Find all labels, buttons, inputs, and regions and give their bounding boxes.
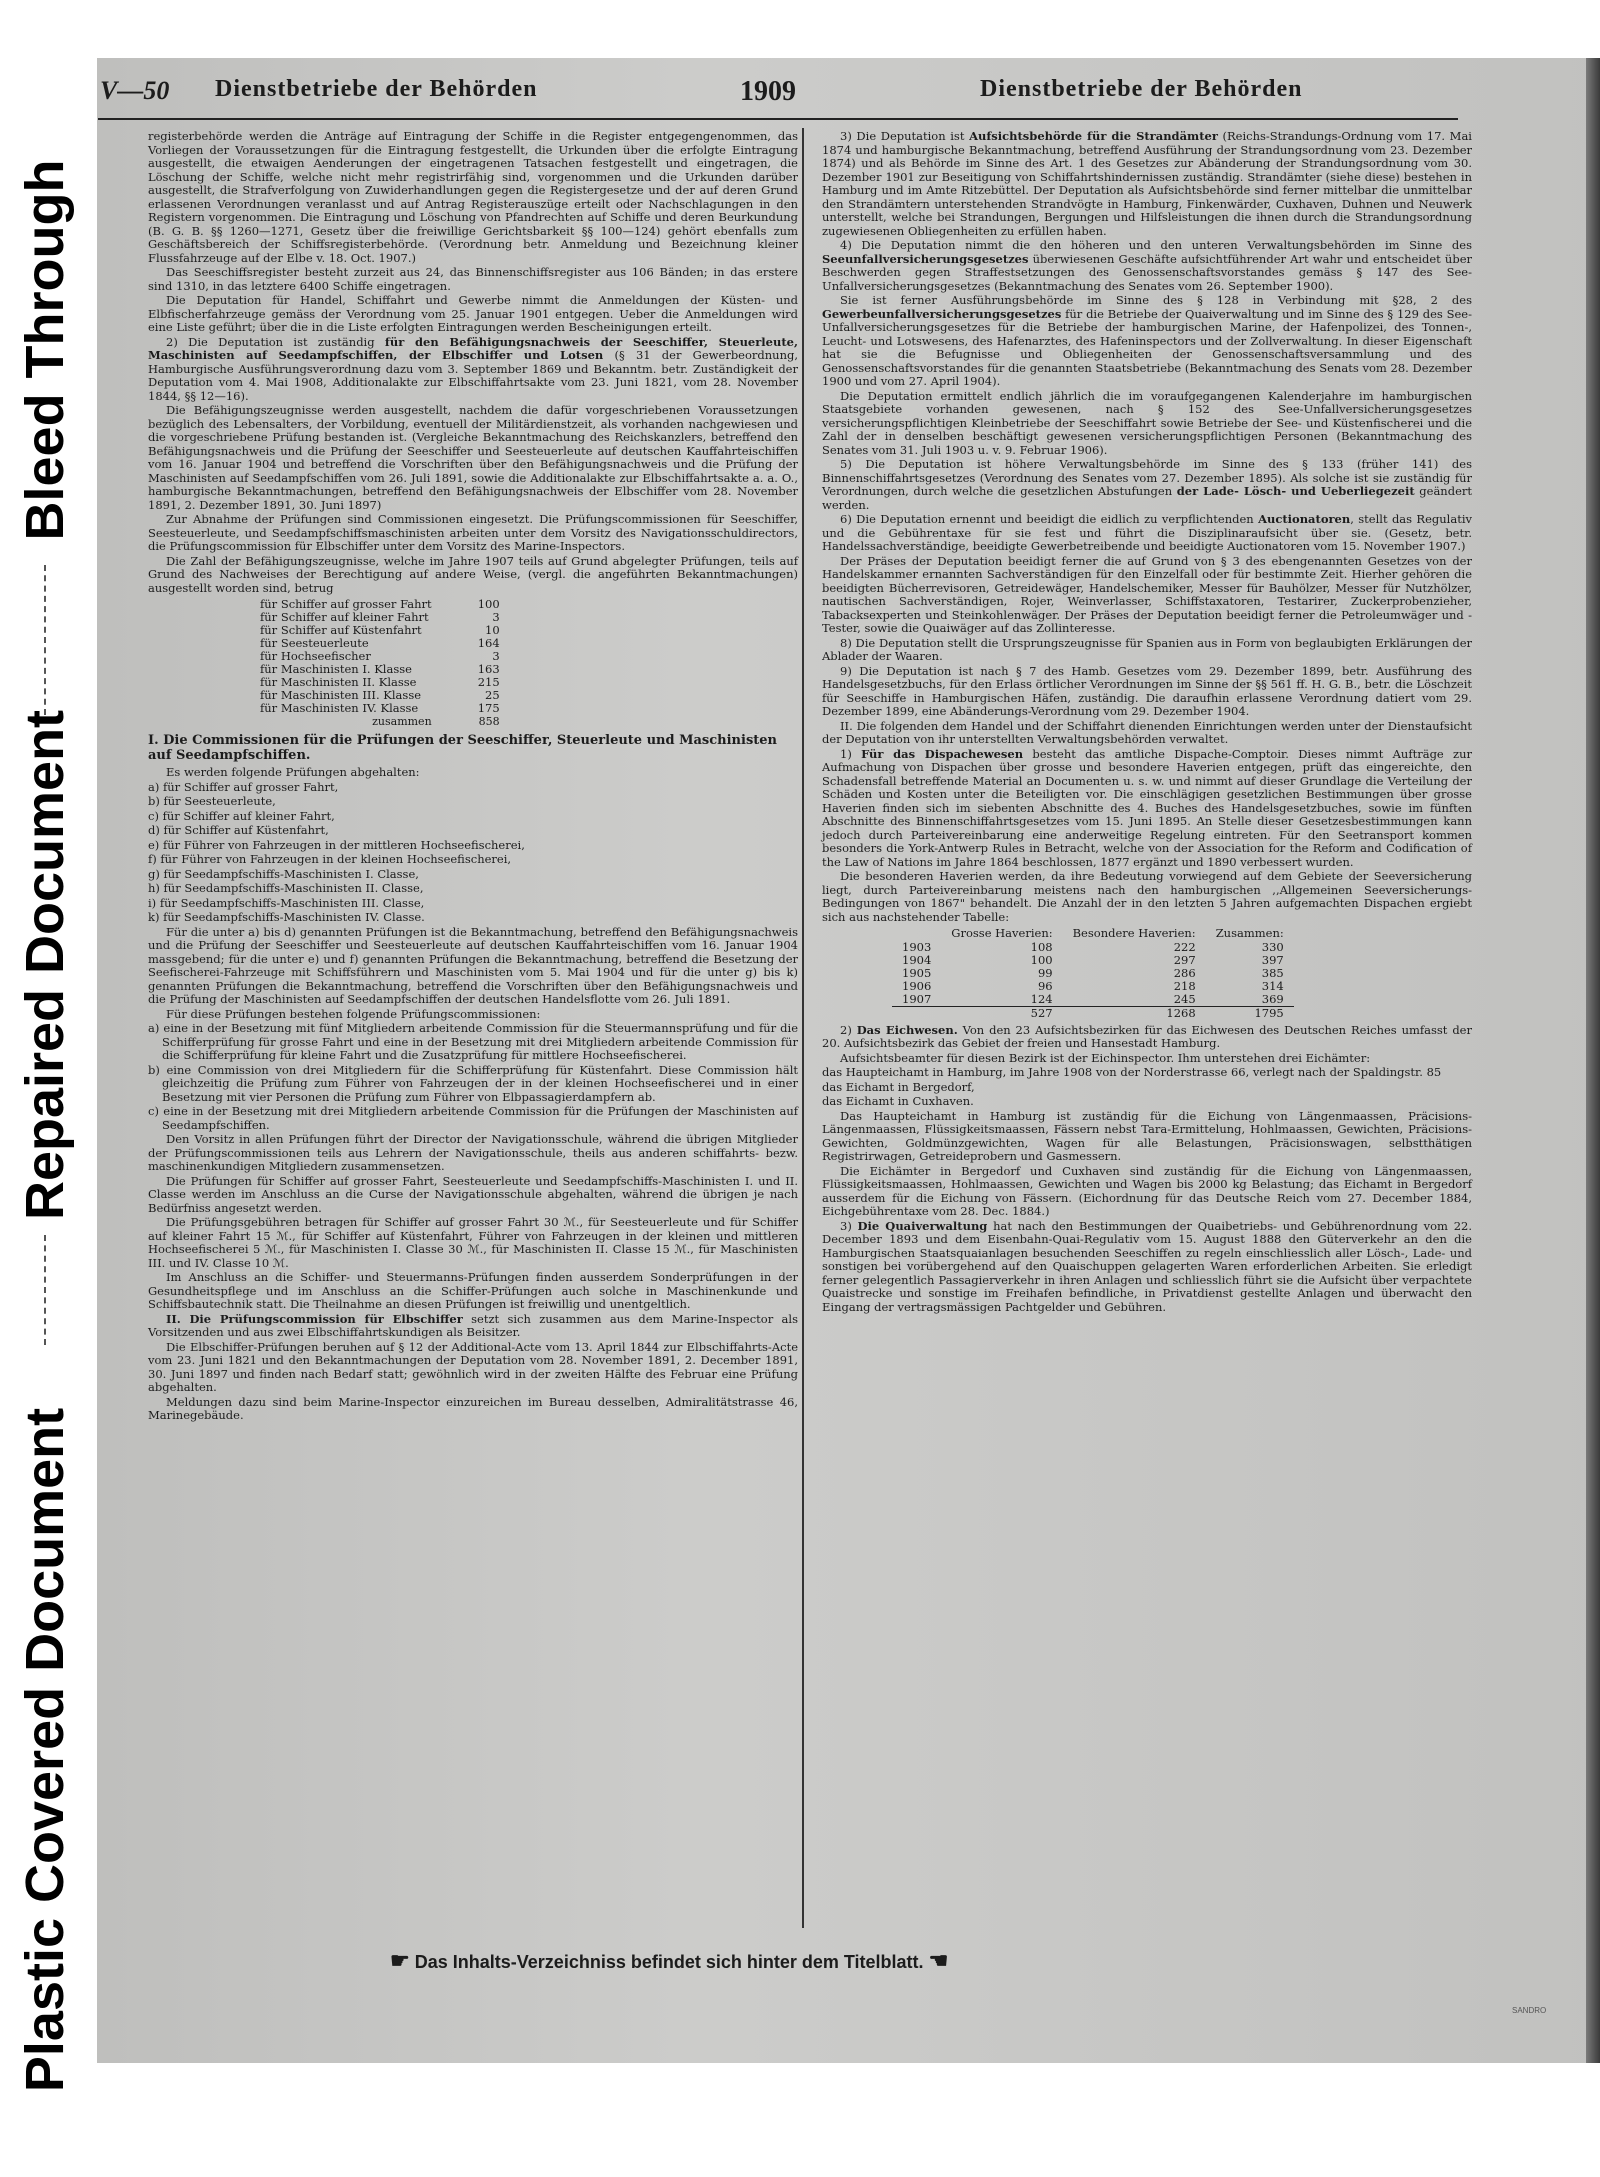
paragraph: Das Haupteichamt in Hamburg ist zuständig für die Eichung von Längenmaassen, Präcisions-Längenmaassen, Flüssigkeitsmaassen, Fässern nebst Tara-Ermittelung, Hohlmaassen, Gewichten, Präcisions-Gewichten, Goldmünzgewichten, Wagen für alle Belastungen, Präcisionswagen, selbstthätigen Registrirwagen, Getreideprobern und Gasmessern. [822,1108,1472,1163]
bold-term: II. Die Prüfungscommission für Elbschiffer [166,1311,463,1326]
stats-label: für Maschinisten II. Klasse [260,675,417,689]
stats-total-row [256,715,504,728]
haverien-cell: 286 [1173,965,1196,980]
stats-label: für Schiffer auf Küstenfahrt [260,623,422,637]
paragraph: Die Prüfungen für Schiffer auf grosser Fahrt, Seesteuerleute und Seedampfschiffs-Maschinisten I. und II. Classe werden im Anschluss an die Curse der Navigationsschule abgehalten, während die übrigen je nach Bedürfniss angesetzt werden. [148,1173,798,1215]
paragraph: Die Deputation für Handel, Schiffahrt und Gewerbe nimmt die Anmeldungen der Küsten- und Elbfischerfahrzeuge gemäss der Verordnung vom 25. Januar 1901 entgegen. Ueber die Anmeldungen wird eine Liste geführt; über die in die Liste erfolgten Eintragungen werden Bescheinigungen erteilt. [148,293,798,334]
paragraph: 4) Die Deputation nimmt die den höheren und den unteren Verwaltungsbehörden im Sinne des Seeunfallversicherungsgesetzes überwiesenen Geschäfte aufsichtführender Art wahr und entscheidet über Beschwerden gegen Straffestsetzungen des Genossenschaftsvorstandes gemäss § 147 des See-Unfallversicherungsgesetzes (Bekanntmachung des Senates vom 26. September 1900). [822,238,1472,293]
paragraph: Den Vorsitz in allen Prüfungen führt der Director der Navigationsschule, während die übrigen Mitglieder der Prüfungscommissionen teils aus Lehrern der Navigationsschule, theils aus anderen schiffahrts- bezw. maschinenkundigen Mitgliedern zusammensetzen. [148,1132,798,1173]
exam-item: h) für Seedampfschiffs-Maschinisten II. Classe, [148,881,424,895]
haverien-cell: 330 [1261,939,1284,954]
stats-label: für Schiffer auf kleiner Fahrt [260,610,429,624]
exam-item: a) für Schiffer auf grosser Fahrt, [148,779,339,794]
haverien-cell: 245 [1173,991,1196,1006]
stats-value: 3 [492,649,500,663]
paragraph: 5) Die Deputation ist höhere Verwaltungsbehörde im Sinne des § 133 (früher 141) des Binnenschiffahrtsgesetzes (Verordnung des Senates vom 27. Dezember 1895). Als solche ist sie zuständig für Verordnungen, durch welche die gesetzlichen Abstufungen der Lade- Lösch- und Ueberliegezeit geändert werden. [822,457,1472,512]
bold-term: für den Befähigungsnachweis der Seeschiffer, Steuerleute, Maschinisten auf Seedampfschiffen, der Elbschiffer und Lotsen [148,334,798,362]
exam-item: i) für Seedampfschiffs-Maschinisten III. Classe, [148,895,425,910]
haverien-cell: 1905 [902,965,932,980]
sidebar-divider [44,1235,46,1345]
paragraph: Die Eichämter in Bergedorf und Cuxhaven sind zuständig für die Eichung von Längenmaassen, Flüssigkeitsmaassen, Hohlmaassen, Gewichten und Wagen bis 2000 kg Belastung; das Eichamt in Bergedorf ausserdem für die Eichung von Fässern. (Eichordnung für das Deutsche Reich vom 27. December 1884, Eichgebührentaxe vom 28. Dec. 1884.) [822,1163,1472,1218]
haverien-header: Grosse Haverien: [951,926,1053,940]
bold-term: Gewerbeunfallversicherungsgesetzes [822,306,1062,321]
haverien-total-cell: 527 [941,1006,1062,1020]
paragraph: 8) Die Deputation stellt die Ursprungszeugnisse für Spanien aus in Form von beglaubigten Erklärungen der Ablader der Waaren. [822,635,1472,663]
paragraph: Die Prüfungsgebühren betragen für Schiffer auf grosser Fahrt 30 ℳ., für Seesteuerleute und für Schiffer auf kleiner Fahrt 15 ℳ., für Schiffer auf Küstenfahrt, Führer von Fahrzeugen in der kleinen und mittleren Hochseefischerei 5 ℳ., für Maschinisten I. Classe 30 ℳ., für Maschinisten II. Classe 15 ℳ., für Maschinisten III. und IV. Classe 10 ℳ. [148,1215,798,1270]
haverien-total-cell: 1795 [1206,1006,1294,1020]
haverien-cell: 222 [1173,939,1196,954]
right-column [822,130,1472,1315]
paragraph: Die besonderen Haverien werden, da ihre Bedeutung vorwiegend auf dem Gebiete der Seeversicherung liegt, durch Parteivereinbarung meistens nach den hamburgischen ,,Allgemeinen Seeversicherungs-Bedingungen von 1867" behandelt. Die Anzahl der in den letzten 5 Jahren aufgemachten Dispachen ergiebt sich aus nachstehender Tabelle: [822,869,1472,924]
paragraph: Das Seeschiffsregister besteht zurzeit aus 24, das Binnenschiffsregister aus 106 Bänden; in das erstere sind 1310, in das letztere 6400 Schiffe eingetragen. [148,265,798,293]
paragraph: II. Die folgenden dem Handel und der Schiffahrt dienenden Einrichtungen werden unter der Dienstaufsicht der Deputation von ihr unterstellten Verwaltungsbehörden verwaltet. [822,718,1472,746]
stats-label: für Maschinisten III. Klasse [260,688,422,702]
eich-office-item: das Eichamt in Bergedorf, [822,1079,975,1094]
haverien-row [892,954,1294,967]
pointing-hand-left-icon: ☚ [928,1948,949,1973]
haverien-cell: 100 [1030,952,1053,967]
stats-label: für Hochseefischer [260,649,371,663]
stats-row [256,702,504,715]
sidebar-divider [44,565,46,715]
bold-term: Seeunfallversicherungsgesetzes [822,251,1029,266]
section-heading: I. Die Commissionen für die Prüfungen der Seeschiffer, Steuerleute und Maschinisten auf Seedampfschiffen. [148,733,777,763]
stats-value: 163 [477,662,500,676]
column-divider [802,128,804,1928]
page-header [100,70,1420,120]
stats-label: für Maschinisten I. Klasse [260,662,412,676]
eich-office-item: das Haupteichamt in Hamburg, im Jahre 1908 von der Norderstrasse 66, verlegt nach der Spaldingstr. 85 [822,1065,1442,1079]
haverien-cell: 218 [1173,978,1196,993]
footer-text: Das Inhalts-Verzeichniss befindet sich hinter dem Titelblatt. [414,1952,924,1972]
eich-office-item: das Eichamt in Cuxhaven. [822,1094,974,1108]
exam-item: d) für Schiffer auf Küstenfahrt, [148,823,329,837]
haverien-row [892,993,1294,1007]
haverien-header: Besondere Haverien: [1072,926,1196,940]
exam-item: k) für Seedampfschiffs-Maschinisten IV. Classe. [148,910,425,924]
paragraph: II. Die Prüfungscommission für Elbschiffer setzt sich zusammen aus dem Marine-Inspector als Vorsitzenden und aus zwei Elbschiffahrtskundigen als Beisitzer. [148,1311,798,1339]
paragraph: 1) Für das Dispachewesen besteht das amtliche Dispache-Comptoir. Dieses nimmt Aufträge zur Aufmachung von Dispachen über grosse und besondere Haverien entgegen, prüft das eingereichte, den Schadensfall betreffende Material an Documenten u. s. w. und nimmt auf dieser Grundlage die Verteilung der Schäden und Kosten unter die Beteiligten vor. Die einschlägigen gesetzlichen Bestimmungen über grosse Haverien finden sich im siebenten Abschnitte des 4. Buches des Handelsgesetzbuches, sowie im fünften Abschnitte des Binnenschiffahrtsgesetzes vom 15. Juni 1895. An Stelle dieser Gesetzesbestimmungen kann jedoch durch Parteivereinbarung eine anderweitige Regelung eintreten. Für den Seetransport kommen besonders die York-Antwerp Rules in Betracht, welche von der Association for the Reform and Codification of the Law of Nations im Jahre 1864 beschlossen, 1877 ergänzt und 1890 verbessert wurden. [822,746,1472,869]
bold-term: Aufsichtsbehörde für die Strandämter [969,129,1218,143]
haverien-total-cell: 1268 [1063,1006,1206,1020]
stats-value: 175 [477,701,500,715]
haverien-row [892,980,1294,993]
stats-label: für Maschinisten IV. Klasse [260,701,419,715]
stats-value: 25 [485,688,500,702]
paragraph: 3) Die Quaiverwaltung hat nach den Bestimmungen der Quaibetriebs- und Gebührenordnung vom 22. December 1893 und dem Eisenbahn-Quai-Regulativ vom 15. August 1888 den Güterverkehr an den die Hamburgischen Staatsquaianlagen besuchenden Seeschiffen zu regeln einschliesslich aller Lösch-, Lade- und sonstigen bei vorübergehend auf den Quaischuppen gelagerten Waren erforderlichen Arbeiten. Sie erledigt ferner gelegentlich Passagierverkehr in ihren Anlagen und schliesslich führt sie die Aufsicht über verpachtete Quaistrecke und sonstige im Freihafen befindliche, in Privatdienst gestellte Anlagen und überwacht den Eingang der vertragsmässigen Pachtgelder und Gebühren. [822,1218,1472,1314]
haverien-cell: 1907 [902,991,932,1006]
stats-total-label: zusammen [372,715,432,728]
paragraph: Die Deputation ermittelt endlich jährlich die im voraufgegangenen Kalenderjahre im hamburgischen Staatsgebiete vorhanden gewesenen, nach § 152 des See-Unfallversicherungsgesetzes versicherungspflichtigen Kleinbetriebe der Seeschiffahrt sowie Betriebe der See- und Küstenfischerei und die Zahl der in denselben beschäftigt gewesenen versicherungspflichtigen Personen (Bekanntmachung des Senates vom 31. Juli 1903 u. v. 9. Februar 1906). [822,388,1472,457]
bold-term: Für das Dispachewesen [861,746,1024,761]
paragraph: registerbehörde werden die Anträge auf Eintragung der Schiffe in die Register entgegengenommen, das Vorliegen der Voraussetzungen für die Eintragung festgestellt, die Urkunden über die erfolgte Eintragung ausgestellt, die etwaigen Aenderungen der eingetragenen Tatsachen festgestellt und eingetragen, die Löschung der Schiffe, welche nicht mehr registrirfähig sind, vorgenommen und die Urkunden darüber ausgestellt, die Strafverfolgung von Zuwiderhandlungen gegen die Registergesetze und der auf deren Grund erlassenen Verordnungen veranlasst und auf Antrag Registerauszüge erteilt oder Nachschlagungen in den Registern vorgenommen. Die Eintragung und Löschung von Pfandrechten auf Schiffe und deren Beurkundung (B. G. B. §§ 1260—1271, Gesetz über die freiwillige Gerichtsbarkeit §§ 100—124) gehört ebenfalls zum Geschäftsbereich der Schiffsregisterbehörde. (Verordnung betr. Anmeldung und Bezeichnung kleiner Flussfahrzeuge auf der Elbe v. 18. Oct. 1907.) [148,129,798,265]
exam-item: c) für Schiffer auf kleiner Fahrt, [148,808,335,823]
haverien-cell: 108 [1030,939,1053,954]
haverien-cell: 297 [1173,952,1196,967]
left-column [148,130,798,1424]
haverien-cell: 385 [1261,965,1284,980]
exam-item: b) für Seesteuerleute, [148,794,276,808]
label-plastic-covered-document: Plastic Covered Document [15,1407,75,2093]
commission-item: c) eine in der Besetzung mit drei Mitgliedern arbeitende Commission für die Prüfungen der Maschinisten auf Seedampfschiffen. [148,1104,798,1132]
paragraph: 9) Die Deputation ist nach § 7 des Hamb. Gesetzes vom 29. Dezember 1899, betr. Ausführung des Handelsgesetzbuchs, für den Erlass örtlicher Verordnungen im Sinne der §§ 561 ff. H. G. B., betr. die Löschzeit für Seeschiffe in Hamburgischen Häfen, zuständig. Die daraufhin erlassene Verordnung datiert vom 29. Dezember 1899, eine Abänderungs-Verordnung vom 29. Dezember 1904. [822,663,1472,718]
paragraph: 3) Die Deputation ist Aufsichtsbehörde für die Strandämter (Reichs-Strandungs-Ordnung vom 17. Mai 1874 und hamburgische Bekanntmachung, betreffend Ausführung der Strandungsordnung vom 23. Dezember 1874) und als Behörde im Sinne des Art. 1 des Gesetzes zur Abänderung der Strandungsordnung vom 30. Dezember 1901 zur Beseitigung von Schiffahrtshindernissen zuständig. Strandämter (siehe diese) bestehen in Hamburg und im Amte Ritzebüttel. Der Deputation als Aufsichtsbehörde sind ferner mittelbar die unmittelbar den Strandämtern unterstehenden Strandvögte in Hamburg, Finkenwärder, Cuxhaven, Duhnen und Neuwerk unterstellt, welche bei Strandungen, Bergungen und Hilfsleistungen die ihnen durch die Strandungsordnung zugewiesenen Obliegenheiten zu erfüllen haben. [822,129,1472,238]
haverien-cell: 369 [1261,991,1284,1006]
page-edge [1586,58,1600,2063]
exam-item: g) für Seedampfschiffs-Maschinisten I. Classe, [148,866,419,881]
stats-value: 3 [492,610,500,624]
haverien-cell: 124 [1030,991,1053,1006]
haverien-cell: 1903 [902,939,932,954]
haverien-table [892,927,1294,1020]
pointing-hand-right-icon: ☛ [390,1948,410,1973]
paragraph: Für die unter a) bis d) genannten Prüfungen ist die Bekanntmachung, betreffend den Befähigungsnachweis und die Prüfung der Seeschiffer und Seesteuerleute auf deutschen Kauffahrteischiffen vom 16. Januar 1904 massgebend; für die unter e) und f) genannten Prüfungen die Bekanntmachung, betreffend die Besetzung der Seefischerei-Fahrzeuge mit Schiffsführern und Maschinisten vom 5. Mai 1904 und für die unter g) bis k) genannten Prüfungen die Bekanntmachung, betreffend die Vorschriften über den Befähigungsnachweis und die Prüfung der Maschinisten auf Seedampfschiffen der deutschen Handelsflotte vom 26. Juli 1891. [148,924,798,1006]
paragraph: Die Befähigungszeugnisse werden ausgestellt, nachdem die dafür vorgeschriebenen Voraussetzungen bezüglich des Lebensalters, der Vorbildung, eventuell der Militärdienstzeit, als vorhanden nachgewiesen und die vorgeschriebene Prüfung bestanden ist. (Vergleiche Bekanntmachung des Reichskanzlers, betreffend den Befähigungsnachweis und die Prüfung der Seeschiffer und Seesteuerleute auf deutschen Kauffahrteischiffen vom 16. Januar 1904 und betreffend die Vorschriften über den Befähigungsnachweis und die Prüfung der Maschinisten auf Seedampfschiffen vom 26. Juli 1891, sowie die Additionalakte zur Elbschiffahrtsakte a. a. O., hamburgische Bekanntmachungen, betreffend den Befähigungsnachweis der Elbschiffer vom 28. November 1891, 2. Dezember 1891, 30. Juni 1897) [148,403,798,512]
haverien-header [892,927,941,941]
certificate-stats-table [256,598,504,728]
haverien-total-cell [892,1006,941,1020]
sidebar [0,0,90,2177]
stats-value: 164 [477,636,500,650]
footer-note [390,1948,1290,1980]
haverien-cell: 1906 [902,978,932,993]
commission-item: b) eine Commission von drei Mitgliedern für die Schifferprüfung für Küstenfahrt. Diese Commission hält gleichzeitig die Prüfung zum Führer von Fahrzeugen der in der kleinen Hochseefischerei und in einer Besetzung mit vier Personen die Prüfung zum Führer von Elbpassagierdampfern ab. [148,1062,798,1104]
stats-label: für Seesteuerleute [260,636,369,650]
paragraph: Die Zahl der Befähigungszeugnisse, welche im Jahre 1907 teils auf Grund abgelegter Prüfungen, teils auf Grund des Nachweises der Berechtigung auf andere Weise, (vergl. die angeführten Bekanntmachungen) ausgestellt worden sind, betrug [148,553,798,595]
eich-office-list [822,1066,1472,1109]
label-repaired-document: Repaired Document [15,709,75,1221]
paragraph: Es werden folgende Prüfungen abgehalten: [166,765,420,779]
haverien-cell: 99 [1037,965,1053,980]
archive-tab-label: SANDRO [1512,2006,1547,2015]
paragraph: 2) Das Eichwesen. Von den 23 Aufsichtsbezirken für das Eichwesen des Deutschen Reiches umfasst der 20. Aufsichtsbezirk das Gebiet der freien und Hansestadt Hamburg. [822,1022,1472,1050]
paragraph: Aufsichtsbeamter für diesen Bezirk ist der Eichinspector. Ihm unterstehen drei Eichämter: [840,1050,1371,1065]
paragraph: Zur Abnahme der Prüfungen sind Commissionen eingesetzt. Die Prüfungscommissionen für Seeschiffer, Seesteuerleute, und Seedampfschiffsmaschinisten arbeiten unter dem Vorsitz des Navigationsschuldirectors, die Prüfungscommission für Elbschiffer unter dem Vorsitz des Marine-Inspectors. [148,512,798,553]
commission-item: a) eine in der Besetzung mit fünf Mitgliedern arbeitende Commission für die Steuermannsprüfung und für die Schifferprüfung für grosse Fahrt und eine in der Besetzung mit drei Mitgliedern arbeitende Commission für die Schifferprüfung für kleine Fahrt und die Zusatzprüfung für mittlere Hochseefischerei. [148,1021,798,1062]
bold-term: Die Quaiverwaltung [857,1218,988,1233]
haverien-cell: 96 [1037,978,1053,993]
exam-list [148,781,798,925]
bold-term: Auctionatoren [1258,512,1351,526]
haverien-cell: 397 [1261,952,1284,967]
paragraph: Die Elbschiffer-Prüfungen beruhen auf § 12 der Additional-Acte vom 13. April 1844 zur Elbschiffahrts-Acte vom 23. Juni 1821 und den Bekanntmachungen der Deputation vom 28. November 1891, 2. December 1891, 30. Juni 1897 und finden nach Bedarf statt; gewöhnlich wird in der zweiten Hälfte des Februar eine Prüfung abgehalten. [148,1339,798,1394]
stats-value: 10 [485,623,500,637]
bold-term: der Lade- Lösch- und Ueberliegezeit [1176,484,1415,498]
stats-value: 100 [477,597,500,611]
exam-item: f) für Führer von Fahrzeugen in der kleinen Hochseefischerei, [148,852,512,866]
stats-label: für Schiffer auf grosser Fahrt [260,597,432,611]
header-year: 1909 [740,76,796,107]
paragraph: Im Anschluss an die Schiffer- und Steuermanns-Prüfungen finden ausserdem Sonderprüfungen in der Gesundheitspflege und im Anschluss an die Schiffer-Prüfungen auch solche in Maschinenkunde und Schiffsbautechnik statt. Die Theilnahme an diesen Prüfungen ist freiwillig und unentgeltlich. [148,1270,798,1311]
exam-item: e) für Führer von Fahrzeugen in der mittleren Hochseefischerei, [148,837,525,852]
header-rule [98,118,1458,120]
commission-list [148,1022,798,1132]
paragraph: 6) Die Deputation ernennt und beeidigt die eidlich zu verpflichtenden Auctionatoren, stellt das Regulativ und die Gebührentaxe für sie fest und führt die Disziplinaraufsicht über sie. (Gesetz, betr. Handelssachverständige, beeidigte Gewerbetreibende und beeidigte Auctionatoren vom 15. November 1907.) [822,512,1472,553]
haverien-total-row [892,1006,1294,1020]
paragraph: Meldungen dazu sind beim Marine-Inspector einzureichen im Bureau desselben, Admiralitätstrasse 46, Marinegebäude. [148,1394,798,1422]
paragraph: Der Präses der Deputation beeidigt ferner die auf Grund von § 3 des ebengenannten Gesetzes von der Handelskammer ernannten Sachverständigen für den Einzelfall oder für bestimmte Zeit. Hierher gehören die beeidigten Bücherrevisoren, Getreidewäger, Handelschemiker, Messer für Bauhölzer, Messer für Nutzhölzer, nautischen Sachverständigen, Rojer, Weinverlasser, Schiffstaxatoren, Testarirer, Zuckerprobenzieher, Tabacksexperten und Steinkohlenwäger. Der Präses der Deputation beeidigt ferner die Petroleumwäger und -Tester, sowie die Quaiwäger auf das Zollinteresse. [822,553,1472,635]
haverien-cell: 314 [1261,978,1284,993]
paragraph: 2) Die Deputation ist zuständig für den Befähigungsnachweis der Seeschiffer, Steuerleute, Maschinisten auf Seedampfschiffen, der Elbschiffer und Lotsen (§ 31 der Gewerbeordnung, Hamburgische Ausführungsverordnung dazu vom 3. September 1869 und Bekanntm. betr. Zuständigkeit der Deputation vom 4. Mai 1908, Additionalakte zur Elbschiffahrtsakte vom 23. Juni 1821, vom 28. November 1844, §§ 12—16). [148,334,799,403]
haverien-row [892,967,1294,980]
page-number: V—50 [100,76,170,105]
haverien-row [892,941,1294,954]
paragraph: Sie ist ferner Ausführungsbehörde im Sinne des § 128 in Verbindung mit §28, 2 des Gewerbeunfallversicherungsgesetzes für die Betriebe der Quaiverwaltung und im Sinne des § 129 des See-Unfallversicherungsgesetzes für die Betriebe der hamburgischen Marine, der Hafenpolizei, des Tonnen-, Leucht- und Lotswesens, des Hafenarztes, des Hafeninspectors und der Zollverwaltung. In dieser Eigenschaft hat sie die Befugnisse und Obliegenheiten der Genossenschaftsversammlung und des Genossenschaftsvorstandes für die genannten Staatsbetriebe (Bekanntmachung des Senats vom 28. Dezember 1900 und vom 27. April 1904). [822,293,1472,388]
stats-total-value: 858 [478,715,500,728]
header-title-right: Dienstbetriebe der Behörden [980,76,1303,102]
paragraph: Für diese Prüfungen bestehen folgende Prüfungscommissionen: [166,1006,541,1021]
header-title-left: Dienstbetriebe der Behörden [215,76,538,102]
label-bleed-through: Bleed Through [15,159,75,541]
haverien-cell: 1904 [902,952,932,967]
bold-term: Das Eichwesen. [856,1022,958,1037]
haverien-header: Zusammen: [1215,926,1284,940]
stats-value: 215 [477,675,500,689]
